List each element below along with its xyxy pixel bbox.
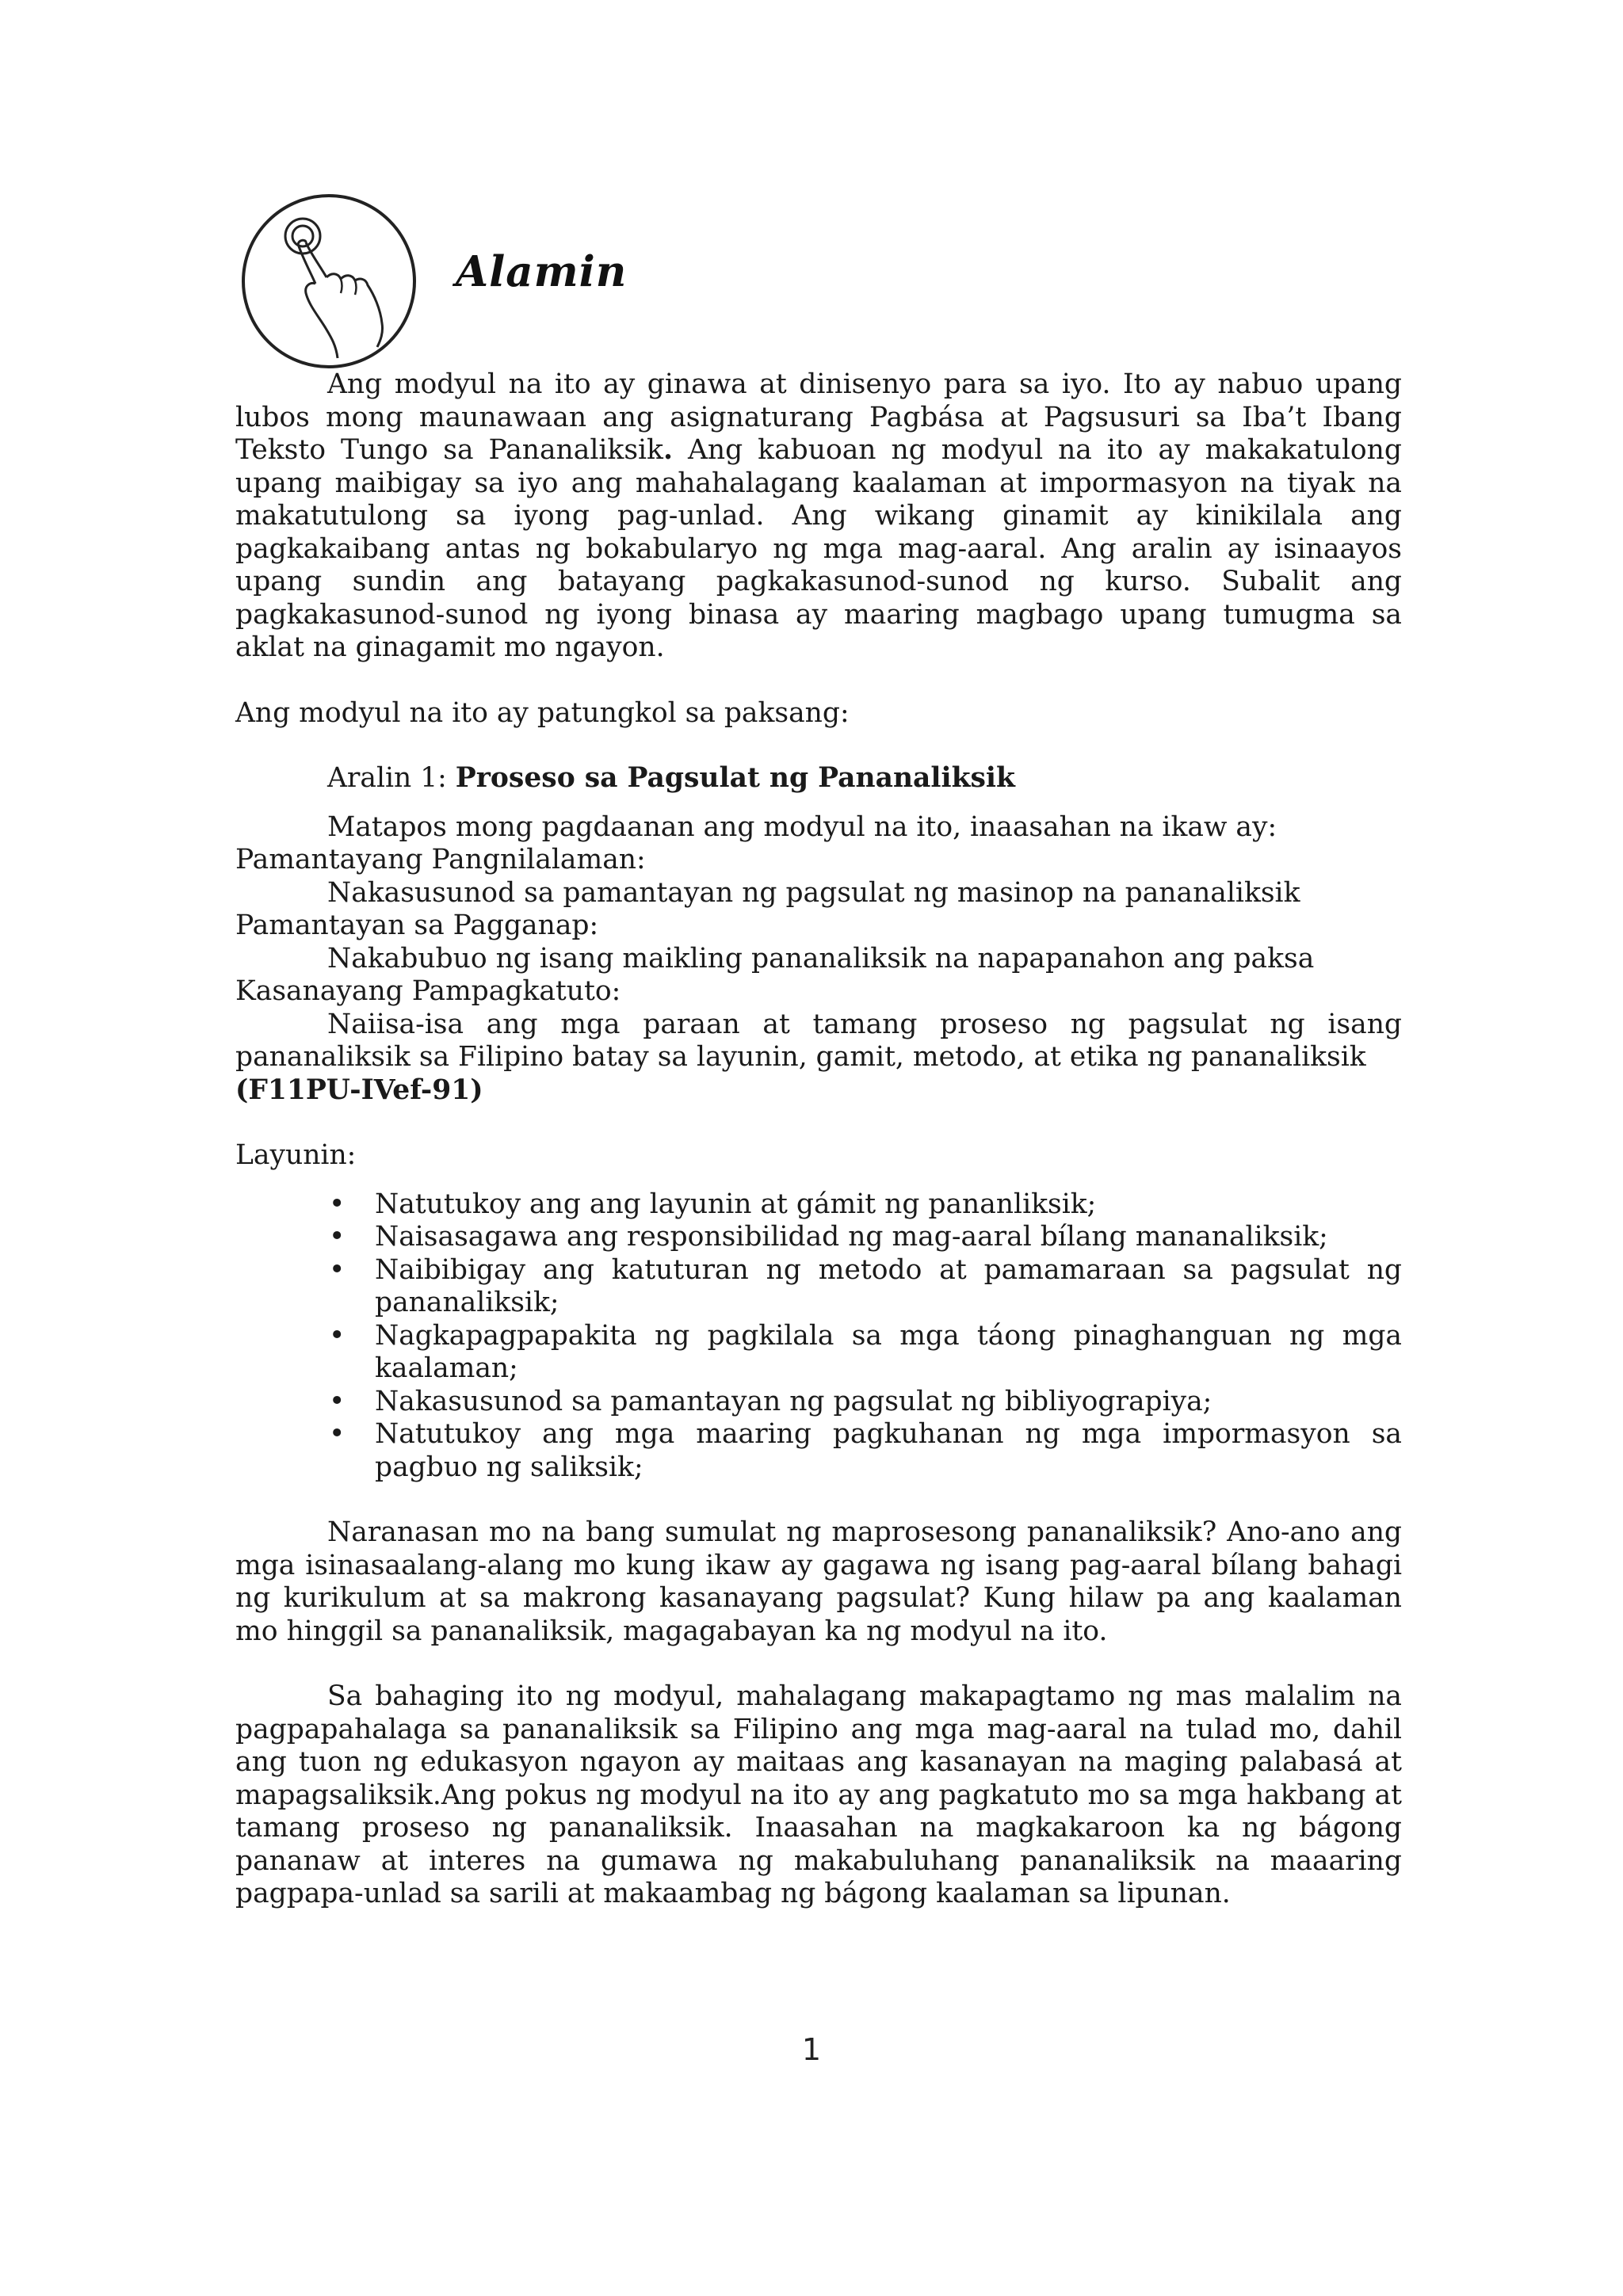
closing-paragraph-2: Sa bahaging ito ng modyul, mahalagang makapagtamo ng mas malalim na pagpapahalaga sa pananaliksik sa Filipino ang mga mag-aaral na tulad mo, dahil ang tuon ng edukasyon ngayon ay maitaas ang kasanayan na maging palabasá at mapagsaliksik.Ang pokus ng modyul na ito ay ang pagkatuto mo sa mga hakbang at tamang proseso ng pananaliksik. Inaasahan na magkakaroon ka ng bágong pananaw at interes na gumawa ng makabuluhang pananaliksik na maaaring pagpapa-unlad sa sarili at makaambag ng bágong kaalaman sa lipunan. [235, 1680, 1402, 1909]
topic-intro: Ang modyul na ito ay patungkol sa paksang: [235, 696, 850, 729]
competency-text: Naiisa-isa ang mga paraan at tamang proseso ng pagsulat ng isang pananaliksik sa Filipino batay sa layunin, gamit, metodo, at etika ng pananaliksik [235, 1008, 1402, 1073]
bullet-icon: • [329, 1418, 346, 1450]
pointing-hand-icon [238, 190, 420, 372]
objectives-list [235, 1188, 1402, 1485]
content-standard-text: Nakasusunod sa pamantayan ng pagsulat ng masinop na pananaliksik [327, 876, 1300, 909]
spacer [235, 1484, 1402, 1516]
bullet-icon: • [329, 1319, 346, 1352]
list-item [329, 1319, 1402, 1386]
spacer [235, 795, 1402, 811]
bullet-icon: • [329, 1385, 346, 1417]
objective-text: Nagkapagpapakita ng pagkilala sa mga táong pinaghanguan ng mga kaalaman; [375, 1319, 1402, 1384]
list-item [329, 1253, 1402, 1320]
list-item [329, 1188, 1402, 1222]
module-body [235, 368, 1402, 1911]
competency-code-line [235, 1074, 1402, 1108]
page-number: 1 [801, 2032, 822, 2067]
objective-text: Natutukoy ang mga maaring pagkuhanan ng mga impormasyon sa pagbuo ng saliksik; [375, 1418, 1402, 1483]
section-title: Alamin [456, 247, 628, 296]
objectives-heading: Layunin: [235, 1139, 357, 1171]
standards-lead: Matapos mong pagdaanan ang modyul na ito, inaasahan na ikaw ay: [327, 810, 1277, 843]
lesson-title: Proseso sa Pagsulat ng Pananaliksik [455, 762, 1015, 794]
intro-text-part2: Ang kabuoan ng modyul na ito ay makakatulong upang maibigay sa iyo ang mahahalagang kaalaman at impormasyon na tiyak na makatutulong sa iyong pag-unlad. Ang wikang ginamit ay kinikilala ang pagkakaibang antas ng bokabularyo ng mga mag-aaral. Ang aralin ay isinaayos upang sundin ang batayang pagkakasunod-sunod ng kurso. Subalit ang pagkakasunod-sunod ng iyong binasa ay maaring magbago upang tumugma sa aklat na ginagamit mo ngayon. [235, 434, 1402, 663]
intro-paragraph [235, 368, 1402, 665]
intro-bold-period: . [663, 434, 673, 466]
objective-text: Naisasagawa ang responsibilidad ng mag-aaral bílang mananaliksik; [375, 1221, 1328, 1253]
competency-label: Kasanayang Pampagkatuto: [235, 975, 621, 1007]
closing-paragraph-1: Naranasan mo na bang sumulat ng maprosesong pananaliksik? Ano-ano ang mga isinasaalang-alang mo kung ikaw ay gagawa ng isang pag-aaral bílang bahagi ng kurikulum at sa makrong kasanayang pagsulat? Kung hilaw pa ang kaalaman mo hinggil sa pananaliksik, magagabayan ka ng modyul na ito. [235, 1516, 1402, 1647]
bullet-icon: • [329, 1253, 346, 1286]
bullet-icon: • [329, 1188, 346, 1220]
lesson-line [235, 762, 1402, 795]
lesson-label: Aralin 1: [327, 762, 456, 794]
performance-standard-text: Nakabubuo ng isang maikling pananaliksik na napapanahon ang paksa [327, 942, 1315, 974]
objective-text: Naibibigay ang katuturan ng metodo at pamamaraan sa pagsulat ng pananaliksik; [375, 1253, 1402, 1318]
list-item [329, 1418, 1402, 1484]
objective-text: Natutukoy ang ang layunin at gámit ng pananliksik; [375, 1188, 1097, 1220]
bullet-icon: • [329, 1221, 346, 1253]
list-item [329, 1221, 1402, 1254]
spacer [235, 665, 1402, 697]
spacer [235, 1107, 1402, 1139]
spacer [235, 1173, 1402, 1188]
content-standard-label: Pamantayang Pangnilalaman: [235, 844, 646, 875]
objective-text: Nakasusunod sa pamantayan ng pagsulat ng bibliyograpiya; [375, 1385, 1212, 1417]
intro-text-part1: Ang modyul na ito ay ginawa at dinisenyo para sa iyo. Ito ay nabuo upang lubos mong maunawaan ang asignaturang Pagbása at Pagsusuri sa Iba’t Ibang Teksto Tungo sa Pananaliksik [235, 368, 1402, 466]
spacer [235, 730, 1402, 762]
performance-standard-label: Pamantayan sa Pagganap: [235, 910, 599, 941]
list-item [329, 1385, 1402, 1419]
competency-code: (F11PU-IVef-91) [235, 1074, 483, 1106]
spacer [235, 1648, 1402, 1680]
